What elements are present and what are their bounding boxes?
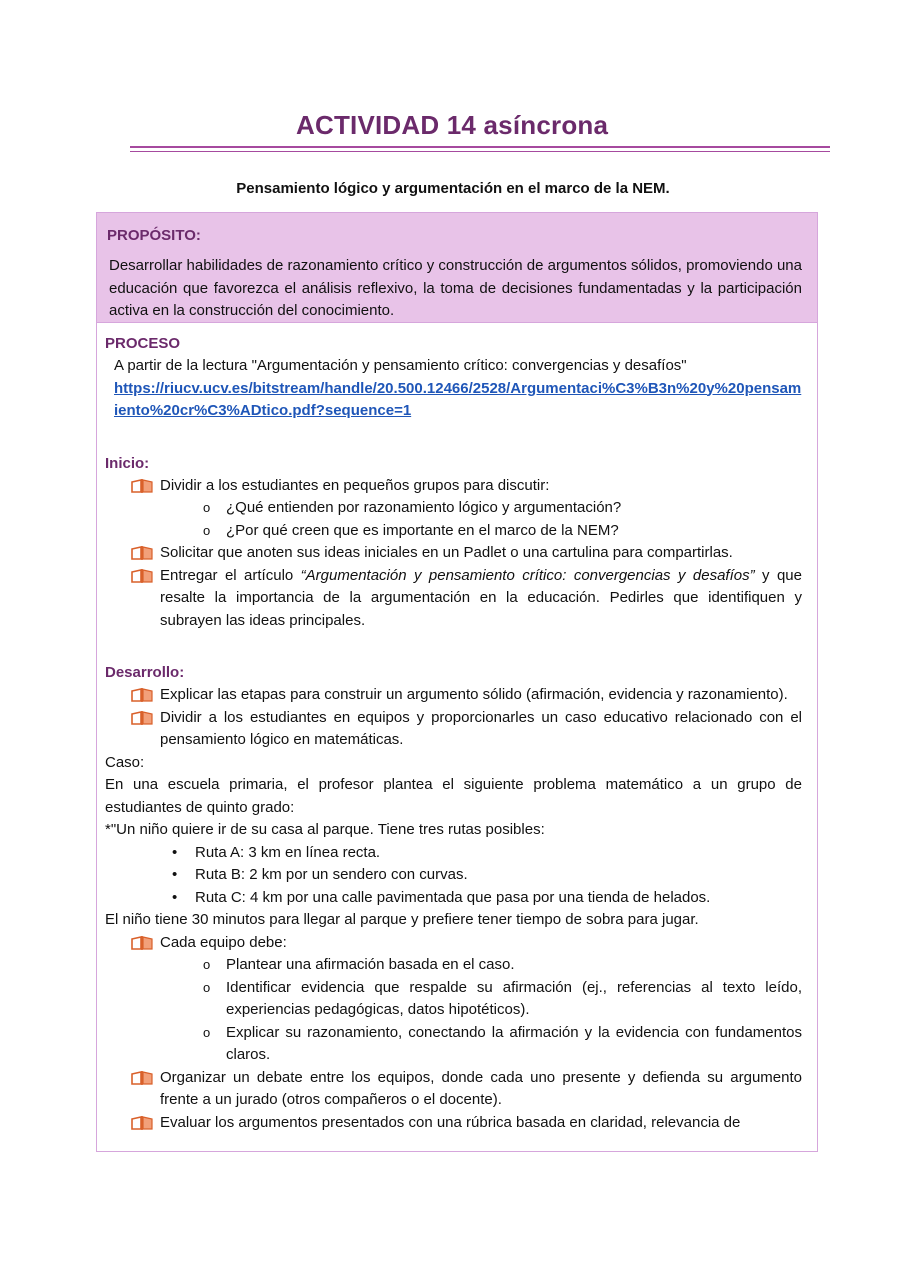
list-item: o Identificar evidencia que respalde su afirmación (ej., referencias al texto leído, experiencias pedagógicas, datos hipotéticos). (203, 978, 802, 1018)
book-bullet-icon (131, 711, 153, 725)
circle-bullet: o (203, 979, 211, 995)
dot-bullet: • (172, 866, 178, 883)
book-bullet-icon (131, 936, 153, 950)
dot-bullet: • (172, 888, 178, 906)
book-bullet-icon (131, 688, 153, 702)
title-underline (130, 146, 830, 148)
book-bullet-icon (131, 1116, 153, 1130)
dot-bullet: • (172, 843, 178, 861)
list-item: Explicar las etapas para construir un argumento sólido (afirmación, evidencia y razonamiento). (105, 684, 802, 707)
title-underline-thin (130, 151, 830, 152)
book-bullet-icon (131, 1071, 153, 1085)
process-section (97, 323, 817, 1134)
purpose-text: Desarrollar habilidades de razonamiento crítico y construcción de argumentos sólidos, promoviendo una educación que favorezca el análisis reflexivo, la toma de decisiones fundamentadas y la participación activa en la construcción del conocimiento. (109, 257, 802, 319)
list-item: • Ruta A: 3 km en línea recta. (105, 842, 802, 865)
list-item: Organizar un debate entre los equipos, donde cada uno presente y defienda su argumento frente a un jurado (otros compañeros o el docente). (105, 1067, 802, 1112)
case-text: En una escuela primaria, el profesor plantea el siguiente problema matemático a un grupo de estudiantes de quinto grado: (105, 776, 802, 816)
page-title: ACTIVIDAD 14 asíncrona (296, 110, 609, 140)
condition-text: El niño tiene 30 minutos para llegar al parque y prefiere tener tiempo de sobra para jugar. (105, 911, 699, 928)
circle-bullet: o (203, 1024, 211, 1040)
circle-bullet: o (203, 500, 211, 515)
book-bullet-icon (131, 569, 153, 583)
problem-text: *"Un niño quiere ir de su casa al parque. Tiene tres rutas posibles: (105, 821, 545, 838)
purpose-heading: PROPÓSITO: (107, 227, 201, 244)
desarrollo-heading: Desarrollo: (105, 664, 185, 681)
list-item: o ¿Qué entienden por razonamiento lógico y argumentación? (105, 497, 802, 520)
process-intro: A partir de la lectura "Argumentación y pensamiento crítico: convergencias y desafíos" (114, 357, 687, 374)
list-item: • Ruta B: 2 km por un sendero con curvas. (105, 864, 802, 887)
circle-bullet: o (203, 957, 211, 972)
process-link-wrap (105, 378, 802, 423)
list-item: • Ruta C: 4 km por una calle pavimentada que pasa por una tienda de helados. (105, 887, 802, 910)
list-item: Dividir a los estudiantes en pequeños grupos para discutir: (105, 475, 802, 498)
list-item: o Plantear una afirmación basada en el caso. (105, 954, 802, 977)
article-link[interactable]: https://riucv.ucv.es/bitstream/handle/20.500.12466/2528/Argumentaci%C3%B3n%20y%20pensamiento%20cr%C3%ADtico.pdf?sequence=1 (114, 379, 802, 419)
book-bullet-icon (131, 479, 153, 493)
process-heading: PROCESO (105, 335, 181, 352)
page-subtitle: Pensamiento lógico y argumentación en el marco de la NEM. (236, 180, 670, 197)
case-label: Caso: (105, 753, 145, 771)
list-item: o ¿Por qué creen que es importante en el marco de la NEM? (105, 520, 802, 543)
purpose-section (97, 213, 817, 323)
list-item: Cada equipo debe: (105, 932, 802, 955)
list-item: Dividir a los estudiantes en equipos y proporcionarles un caso educativo relacionado con el pensamiento lógico en matemáticas. (105, 707, 802, 752)
list-item: Entregar el artículo “Argumentación y pensamiento crítico: convergencias y desafíos” y que resalte la importancia de la argumentación en la educación. Pedirles que identifiquen y subrayen las ideas principales. (105, 565, 802, 633)
book-bullet-icon (131, 546, 153, 560)
inicio-heading: Inicio: (105, 454, 150, 472)
list-item: o Explicar su razonamiento, conectando la afirmación y la evidencia con fundamentos claros. (203, 1023, 802, 1063)
list-item: Evaluar los argumentos presentados con una rúbrica basada en claridad, relevancia de (105, 1112, 802, 1135)
activity-box (96, 212, 818, 1152)
circle-bullet: o (203, 522, 211, 538)
list-item: Solicitar que anoten sus ideas iniciales en un Padlet o una cartulina para compartirlas. (105, 542, 802, 565)
